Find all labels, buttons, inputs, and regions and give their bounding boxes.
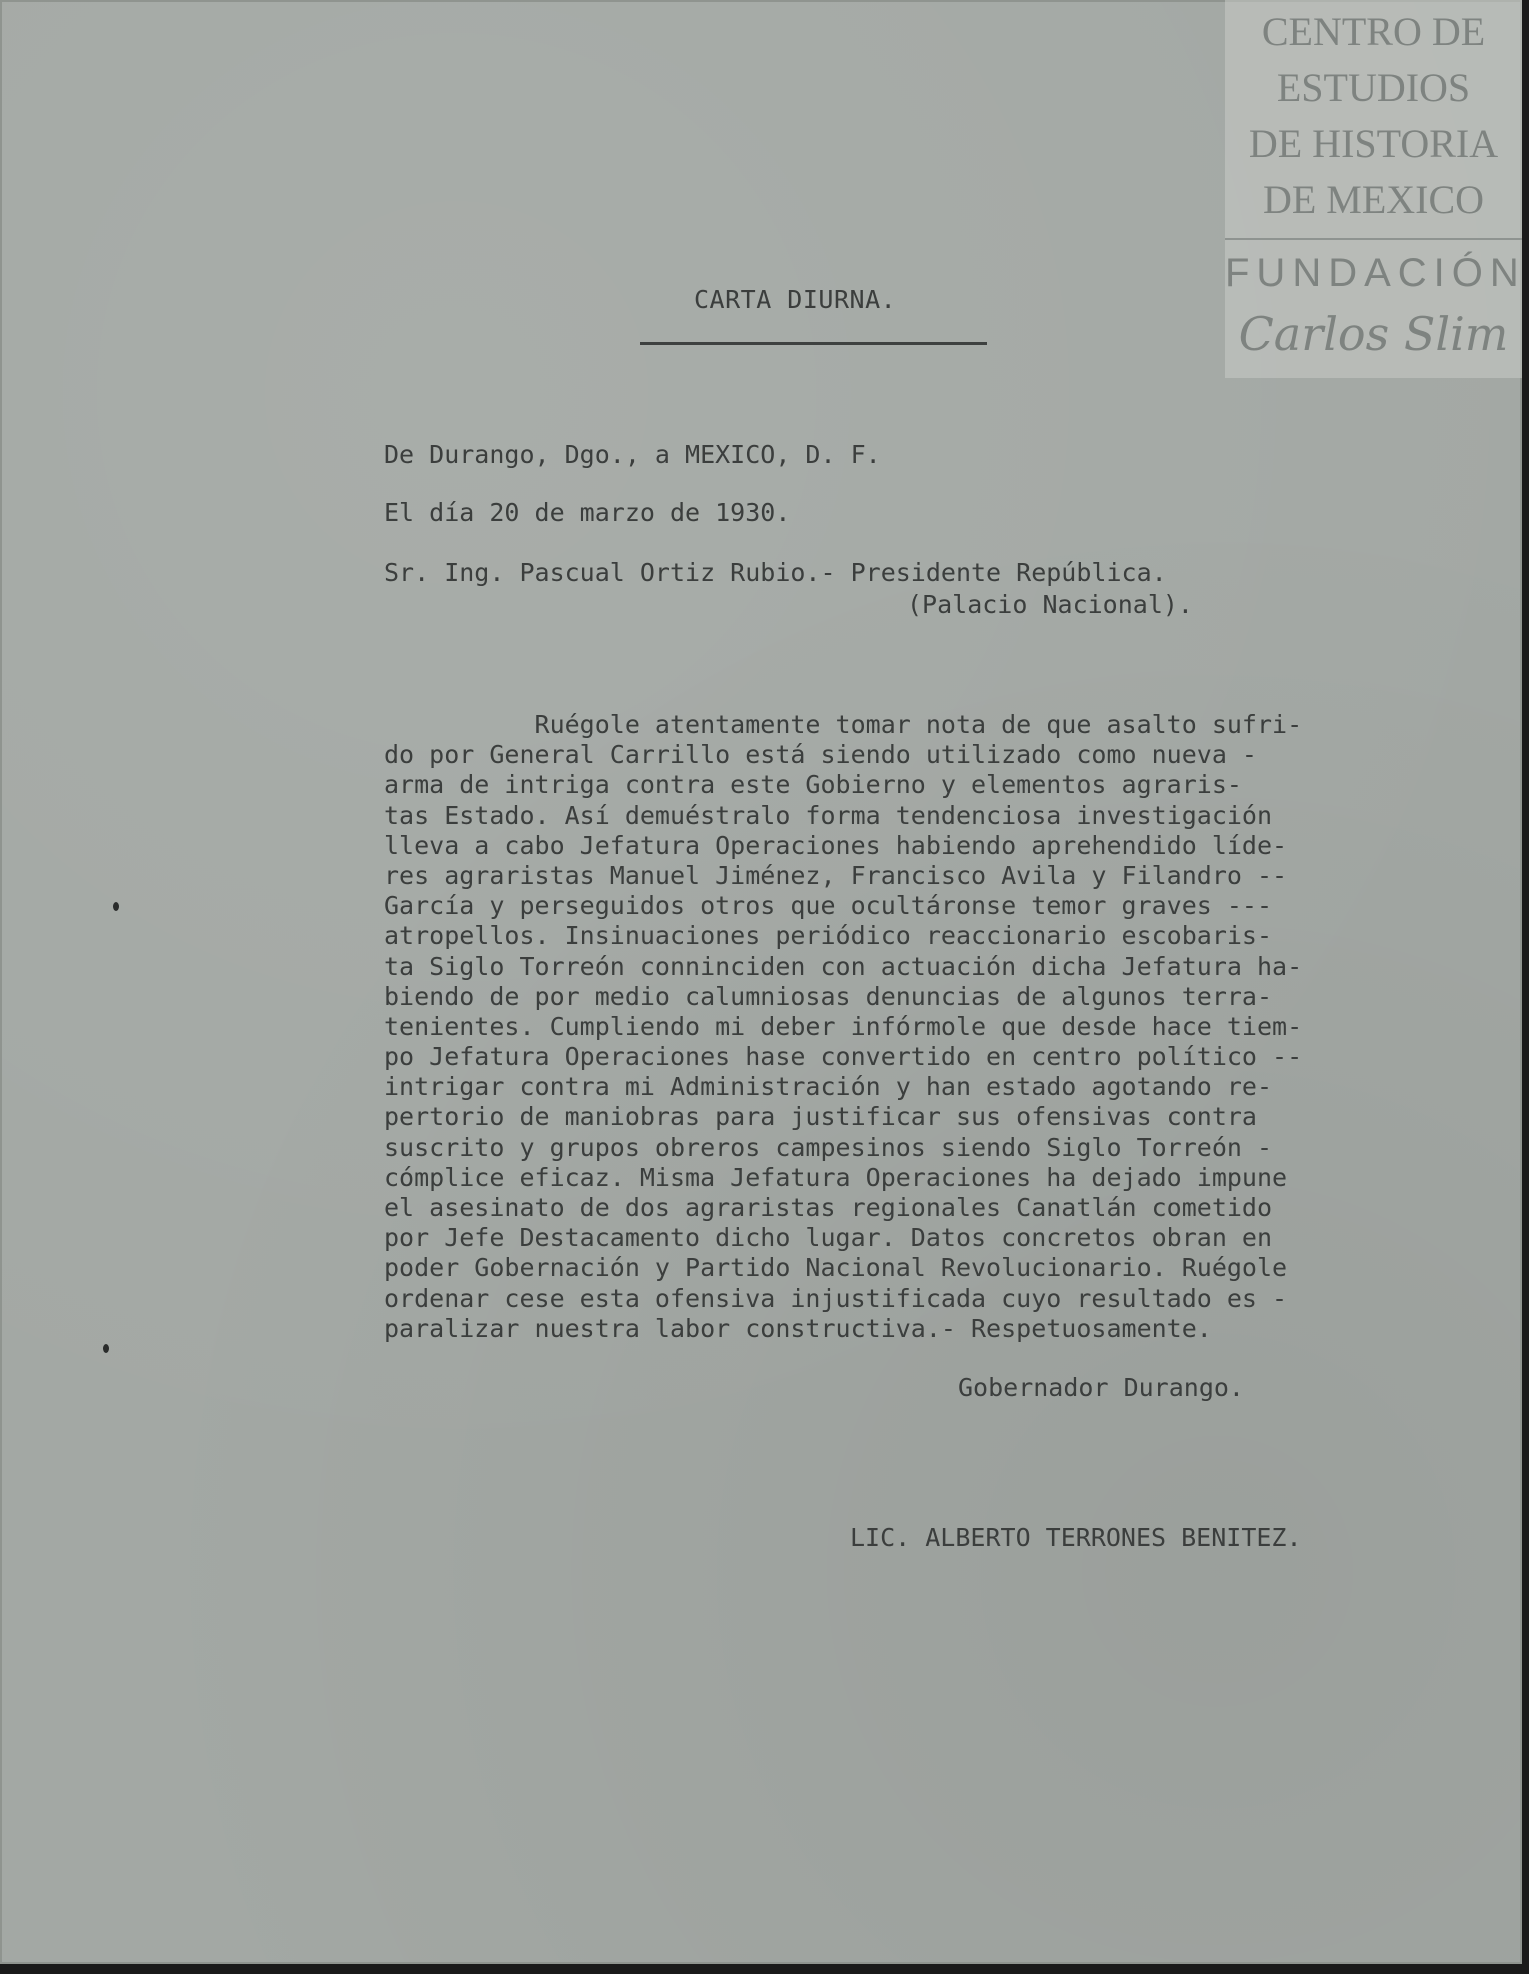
punch-mark: [103, 1344, 109, 1353]
punch-mark: [113, 902, 119, 911]
body-line: el asesinato de dos agraristas regionales Canatlán cometido: [384, 1193, 1273, 1222]
body-line: ta Siglo Torreón conninciden con actuación dicha Jefatura ha-: [384, 951, 1303, 981]
body-line: cómplice eficaz. Misma Jefatura Operaciones ha dejado impune: [384, 1162, 1288, 1192]
letter-addressee: Sr. Ing. Pascual Ortiz Rubio.- Presidente República.: [384, 558, 1167, 587]
watermark-line-1: CENTRO DE: [1261, 9, 1486, 54]
body-line: suscrito y grupos obreros campesinos siendo Siglo Torreón -: [384, 1132, 1273, 1162]
watermark-line-3: DE HISTORIA: [1248, 121, 1499, 166]
title-underline: [640, 342, 987, 345]
body-line: biendo de por medio calumniosas denuncias de algunos terra-: [384, 981, 1273, 1011]
body-line: Ruégole atentamente tomar nota de que asalto sufri-: [384, 710, 1303, 739]
body-line: arma de intriga contra este Gobierno y elementos agraris-: [384, 770, 1242, 800]
watermark-signature: Carlos Slim: [1238, 307, 1509, 361]
body-line: ordenar cese esta ofensiva injustificada cuyo resultado es -: [384, 1283, 1288, 1313]
body-line: tenientes. Cumpliendo mi deber infórmole que desde hace tiem-: [384, 1011, 1303, 1041]
body-line: paralizar nuestra labor constructiva.- Respetuosamente.: [384, 1313, 1212, 1343]
letter-body: [384, 710, 1302, 1344]
watermark-line-2: ESTUDIOS: [1276, 65, 1471, 110]
body-line: do por General Carrillo está siendo utilizado como nueva -: [384, 740, 1257, 770]
body-line: García y perseguidos otros que ocultáronse temor graves ---: [384, 891, 1273, 921]
body-line: poder Gobernación y Partido Nacional Revolucionario. Ruégole: [384, 1253, 1288, 1283]
watermark-divider: [1225, 238, 1522, 240]
body-line: por Jefe Destacamento dicho lugar. Datos concretos obran en: [384, 1223, 1273, 1253]
letter-title: CARTA DIURNA.: [694, 285, 897, 314]
body-line: atropellos. Insinuaciones periódico reaccionario escobaris-: [384, 921, 1273, 951]
letter-signature: LIC. ALBERTO TERRONES BENITEZ.: [850, 1523, 1302, 1552]
letter-route: De Durango, Dgo., a MEXICO, D. F.: [384, 440, 881, 469]
body-line: po Jefatura Operaciones hase convertido en centro político --: [384, 1042, 1303, 1072]
watermark-foundation: FUNDACIÓN: [1225, 251, 1526, 295]
body-line: pertorio de maniobras para justificar sus ofensivas contra: [384, 1102, 1257, 1132]
letter-addressee-place: (Palacio Nacional).: [907, 590, 1193, 619]
body-line: intrigar contra mi Administración y han estado agotando re-: [384, 1072, 1273, 1102]
body-line: res agraristas Manuel Jiménez, Francisco Avila y Filandro --: [384, 860, 1288, 890]
archive-watermark: [1225, 0, 1526, 378]
body-line: tas Estado. Así demuéstralo forma tendenciosa investigación: [384, 800, 1273, 830]
letter-date: El día 20 de marzo de 1930.: [384, 498, 791, 527]
watermark-line-4: DE MEXICO: [1262, 177, 1485, 222]
body-line: lleva a cabo Jefatura Operaciones habiendo aprehendido líde-: [384, 830, 1288, 860]
letter-closing: Gobernador Durango.: [958, 1373, 1244, 1402]
